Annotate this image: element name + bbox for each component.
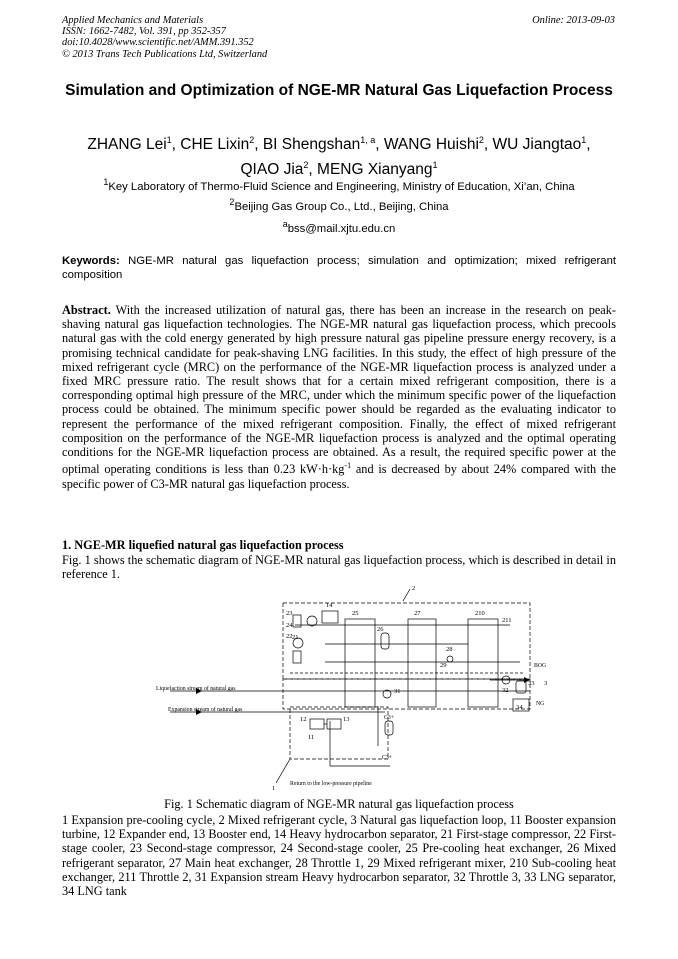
affiliation-2 [62,197,616,213]
author-name: CHE Lixin [180,136,250,154]
author-name: WU Jiangtao [492,136,582,154]
label-num: 27 [414,610,421,617]
paper-title: Simulation and Optimization of NGE-MR Natural Gas Liquefaction Process [65,82,613,99]
author-sup: 1 [581,135,587,145]
mixer-29 [447,656,453,662]
keywords [62,254,616,282]
main-exchanger [408,619,436,707]
section-heading: 1. NGE-MR liquefied natural gas liquefaction process [62,538,344,552]
label-num: 211 [502,617,512,624]
journal-issn: ISSN: 1662-7482, Vol. 391, pp 352-357 [62,26,226,38]
label-num: 33 [528,680,535,687]
cooler-22 [293,651,301,663]
label-liquefaction-stream: Liquefaction stream of natural gas [156,686,236,692]
journal-copyright: © 2013 Trans Tech Publications Ltd, Switzerland [62,48,268,60]
journal-doi: doi:10.4028/www.scientific.net/AMM.391.352 [62,37,254,49]
expander-12 [310,719,324,729]
mrc-boundary [283,603,530,679]
affiliation-text: Beijing Gas Group Co., Ltd., Beijing, China [234,200,449,213]
figure-caption: Fig. 1 Schematic diagram of NGE-MR natural gas liquefaction process [164,797,514,811]
section-text: Fig. 1 shows the schematic diagram of NGE-MR natural gas liquefaction process, which is described in detail in reference 1. [62,553,616,582]
affiliation-sup: 2 [229,197,235,207]
label-c3: C3+ [384,715,395,721]
label-return: Return to the low-pressure pipeline [290,781,372,787]
label-num: 14 [326,602,333,609]
leader-line [276,759,290,783]
journal-name: Applied Mechanics and Materials [62,15,204,26]
schematic-diagram [150,581,550,794]
ng-loop-boundary [283,679,530,709]
affiliation-sup: a [282,219,288,229]
label-bog: BOG [534,663,547,669]
label-num: 2 [412,585,416,592]
author-email [62,219,616,235]
abstract [62,303,616,491]
label-num: 23 [286,610,293,617]
affiliation-sup: 1 [103,177,109,187]
label-num: 25 [352,610,359,617]
affiliation-text: Key Laboratory of Thermo-Fluid Science and Engineering, Ministry of Education, Xi’an, China [108,180,575,193]
expansion-boundary [290,707,388,759]
author-list: ZHANG Lei$^1$, CHE Lixin$^2$, BI Shengshan$^{1, a}$, WANG Huishi$^2$, WU Jiangtao$^1$, QIAO Jia$^2$, MENG Xianyang$^1$ [87,135,591,179]
online-date: Online: 2013-09-03 [532,15,615,26]
label-expansion-stream: Expansion stream of natural gas [168,707,243,713]
booster-13 [327,719,341,729]
keywords-text: NGE-MR natural gas liquefaction process; simulation and optimization; mixed refrigerant composition [62,255,617,281]
unit-superscript: -1 [344,461,352,471]
author-sup: 1 [166,135,172,145]
author-sup: 1 [432,160,438,171]
abstract-label: Abstract. [62,303,111,317]
label-num: 29 [440,662,447,669]
subcooling-exchanger [468,619,498,707]
label-num: 12 [300,716,307,723]
email-text: bss@mail.xjtu.edu.cn [287,222,396,235]
author-sup: 1, a [360,135,376,145]
label-num: 1 [272,785,276,792]
author-sup: 2 [249,135,255,145]
label-num: 3 [544,680,548,687]
author-name: MENG Xianyang [317,161,433,179]
author-sup: 2 [478,135,484,145]
abstract-text: With the increased utilization of natural gas, there has been an increase in the research on peak-shaving natural gas liquefaction technologies. The NGE-MR natural gas liquefaction process, which precools natural gas with the cold energy generated by high pressure natural gas pipeline pressure energy recovery, is a promising technical candidate for peak-shaving LNG facilities. In this study, the effect of high pressure of the mixed refrigerant cycle (MRC) on the performance of the NGE-MR liquefaction process is analyzed under a fixed MRC pressure ratio. The result shows that for a certain mixed refrigerant composition, there is a corresponding optimal high pressure of the MRC, under which the minimum specific power of the liquefaction process could be obtained. The minimum specific power should be regarded as the evaluating indicator to represent the performance of the mixed refrigerant composition. Finally, the effect of mixed refrigerant composition on the performance of the NGE-MR liquefaction process is analyzed and the optimal operating conditions for the NGE-MR liquefaction process are obtained. As a result, the required specific power at the optimal operating conditions is less than 0.23 kW·h·kg [62,303,616,477]
author-name: ZHANG Lei [87,136,167,154]
label-num: 22 [286,633,293,640]
figure-legend: 1 Expansion pre-cooling cycle, 2 Mixed refrigerant cycle, 3 Natural gas liquefaction loop, 11 Booster expansion turbine, 12 Expander end, 13 Booster end, 14 Heavy hydrocarbon separator, 21 First-stage compressor, 22 First-stage cooler, 23 Second-stage compressor, 24 Second-stage cooler, 25 Pre-cooling heat exchanger, 26 Mixed refrigerant separator, 27 Main heat exchanger, 28 Throttle 1, 29 Mixed refrigerant mixer, 210 Sub-cooling heat exchanger, 211 Throttle 2, 31 Expansion stream Heavy hydrocarbon separator, 32 Throttle 3, 33 LNG separator, 34 LNG tank [62,813,616,899]
keywords-label: Keywords: [62,255,120,267]
label-num: 13 [343,716,350,723]
label-ng: NG [536,701,545,707]
precooling-exchanger [345,619,375,707]
leader-line [403,589,410,601]
abstract-text-end: and is decreased by about 24% compared with the specific power of C3-MR natural gas liquefaction process. [62,462,616,491]
author-name: QIAO Jia [240,161,304,179]
label-num: 34 [516,704,523,711]
journal-header [62,15,267,60]
label-num: 28 [446,646,453,653]
label-num: 32 [502,687,509,694]
compressor-23 [307,616,317,626]
author-sup: 2 [303,160,309,171]
c3-separator [385,721,393,735]
label-num: 24 [286,622,293,629]
label-num: 21 [292,634,299,641]
mr-separator-26 [381,633,389,649]
author-name: BI Shengshan [262,136,361,154]
author-name: WANG Huishi [383,136,479,154]
label-num: 11 [308,734,315,741]
process-schematic-figure [150,581,550,794]
label-num: 210 [475,610,485,617]
label-c3: C3+ [382,755,393,761]
separator-14 [322,611,338,623]
label-num: 31 [394,688,401,695]
label-num: 26 [377,626,384,633]
affiliation-1 [62,177,616,193]
